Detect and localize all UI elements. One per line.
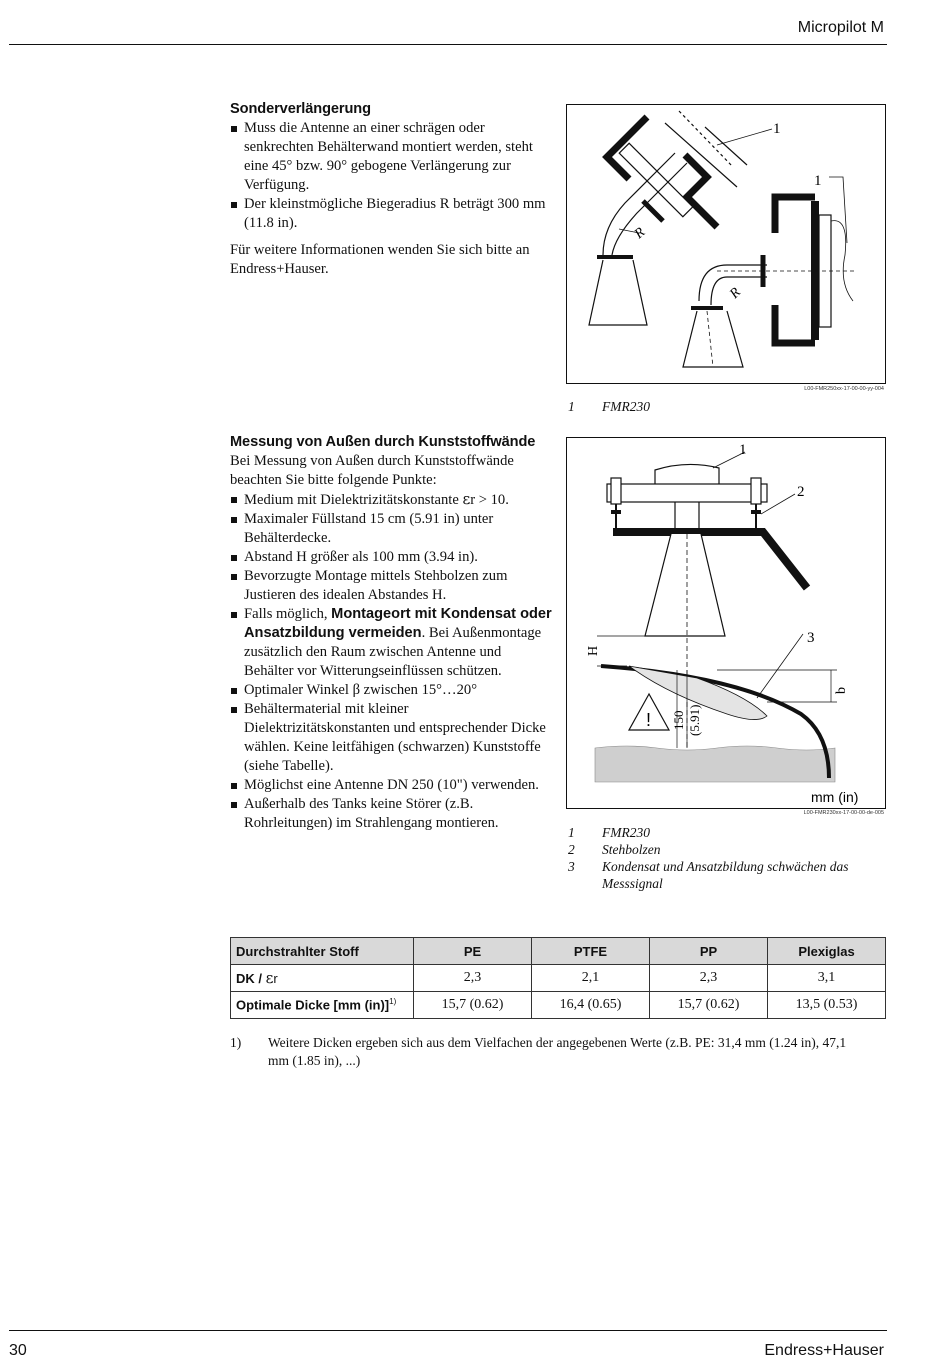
table-cell: 16,4 (0.65) bbox=[532, 992, 650, 1019]
legend-row bbox=[568, 398, 868, 415]
table-header-cell: PTFE bbox=[532, 938, 650, 965]
external-mounting-drawing bbox=[567, 438, 885, 808]
bullet-item: Muss die Antenne an einer schrägen oder senkrechten Behälterwand montiert werden, steht eine 45° bzw. 90° gebogene Verlängerung zur Verfügung. bbox=[230, 119, 552, 195]
footnote-text: Weitere Dicken ergeben sich aus dem Vielfachen der angegebenen Werte (z.B. PE: 31,4 mm (1.24 in), 47,1 mm (1.85 in), ...) bbox=[268, 1035, 847, 1068]
warning-icon: ! bbox=[646, 710, 652, 730]
callout-1a: 1 bbox=[773, 121, 781, 137]
table-cell: 15,7 (0.62) bbox=[650, 992, 768, 1019]
table-header-cell: PE bbox=[414, 938, 532, 965]
section-heading: Sonderverlängerung bbox=[230, 101, 371, 117]
callout-2: 2 bbox=[797, 484, 805, 500]
figure-id: L00-FMR230xx-17-00-00-de-005 bbox=[803, 810, 884, 816]
callout-3: 3 bbox=[807, 630, 815, 646]
table-cell: 13,5 (0.53) bbox=[768, 992, 886, 1019]
table-cell: 2,3 bbox=[650, 965, 768, 992]
bent-extension-drawing bbox=[567, 105, 885, 383]
section-messung-kunststoff bbox=[230, 433, 552, 833]
bullet-item: Bevorzugte Montage mittels Stehbolzen zum Justieren des idealen Abstandes H. bbox=[230, 567, 552, 605]
legend-number: 1 bbox=[568, 825, 575, 840]
footnote-ref: 1) bbox=[389, 997, 397, 1007]
footnote-mark: 1) bbox=[230, 1035, 242, 1050]
callout-1: 1 bbox=[739, 442, 747, 458]
footer-brand: Endress+Hauser bbox=[764, 1342, 884, 1359]
table-cell: 2,1 bbox=[532, 965, 650, 992]
table-header-cell: PP bbox=[650, 938, 768, 965]
bullet-item: Behältermaterial mit kleiner Dielektrizitätskonstanten und entsprechender Dicke wählen. Keine leitfähigen (schwarzen) Kunststoffe (siehe Tabelle). bbox=[230, 700, 552, 776]
bullet-item: Außerhalb des Tanks keine Störer (z.B. Rohrleitungen) im Strahlengang montieren. bbox=[230, 795, 552, 833]
table-header-cell: Durchstrahlter Stoff bbox=[231, 938, 414, 965]
radius-label: R bbox=[727, 285, 744, 302]
legend-row bbox=[568, 858, 868, 892]
header-title: Micropilot M bbox=[797, 19, 884, 36]
figure1-legend bbox=[568, 398, 868, 415]
page-number: 30 bbox=[9, 1342, 27, 1359]
legend-text: Stehbolzen bbox=[602, 842, 661, 857]
callout-b: b bbox=[834, 687, 849, 694]
bullet-item: Abstand H größer als 100 mm (3.94 in). bbox=[230, 548, 552, 567]
legend-row bbox=[568, 841, 868, 858]
bullet-item: Falls möglich, Montageort mit Kondensat oder Ansatzbildung vermeiden. Bei Außenmontage zusätzlich den Raum zwischen Antenne und Behälter vor Witterungseinflüssen schützen. bbox=[230, 605, 552, 681]
legend-text: FMR230 bbox=[602, 399, 650, 414]
legend-number: 2 bbox=[568, 842, 575, 857]
table-footnote bbox=[230, 1034, 850, 1070]
figure-external-mounting bbox=[566, 437, 886, 809]
table-header-cell: Plexiglas bbox=[768, 938, 886, 965]
table-cell: 3,1 bbox=[768, 965, 886, 992]
bullet-list bbox=[230, 119, 552, 233]
figure-id: L00-FMR250xx-17-00-00-yy-004 bbox=[804, 386, 884, 392]
row-label: DK / εr bbox=[231, 965, 414, 992]
radius-label: R bbox=[631, 225, 649, 243]
legend-number: 3 bbox=[568, 859, 575, 874]
unit-label: mm (in) bbox=[811, 789, 859, 805]
dim-5-91: (5.91) bbox=[687, 704, 702, 736]
callout-1b: 1 bbox=[814, 173, 822, 189]
bullet-item: Der kleinstmögliche Biegeradius R beträgt 300 mm (11.8 in). bbox=[230, 195, 552, 233]
legend-row bbox=[568, 824, 868, 841]
footer-rule bbox=[9, 1330, 887, 1331]
figure2-legend bbox=[568, 824, 868, 892]
material-table bbox=[230, 937, 886, 1019]
legend-text: FMR230 bbox=[602, 825, 650, 840]
section-heading: Messung von Außen durch Kunststoffwände bbox=[230, 434, 536, 450]
section-sonderverlaengerung bbox=[230, 100, 552, 279]
info-paragraph: Für weitere Informationen wenden Sie sich bitte an Endress+Hauser. bbox=[230, 242, 530, 277]
intro-paragraph: Bei Messung von Außen durch Kunststoffwände beachten Sie bitte folgende Punkte: bbox=[230, 453, 514, 488]
bullet-item: Maximaler Füllstand 15 cm (5.91 in) unter Behälterdecke. bbox=[230, 510, 552, 548]
row-label: Optimale Dicke [mm (in)]$^{1)}$ bbox=[231, 992, 414, 1019]
table-cell: 2,3 bbox=[414, 965, 532, 992]
table-row bbox=[231, 992, 886, 1019]
bullet-item: Optimaler Winkel β zwischen 15°…20° bbox=[230, 681, 552, 700]
bullet-item: Medium mit Dielektrizitätskonstante εr > 10. bbox=[230, 490, 552, 510]
dim-150: 150 bbox=[671, 710, 686, 730]
legend-number: 1 bbox=[568, 399, 575, 414]
header-rule bbox=[9, 44, 887, 45]
table-row bbox=[231, 965, 886, 992]
legend-text: Kondensat und Ansatzbildung schwächen das Messsignal bbox=[602, 859, 849, 891]
figure-bent-extension bbox=[566, 104, 886, 384]
bullet-list bbox=[230, 490, 552, 833]
table-cell: 15,7 (0.62) bbox=[414, 992, 532, 1019]
table-header-row bbox=[231, 938, 886, 965]
callout-h: H bbox=[586, 645, 601, 656]
bullet-item: Möglichst eine Antenne DN 250 (10") verwenden. bbox=[230, 776, 552, 795]
